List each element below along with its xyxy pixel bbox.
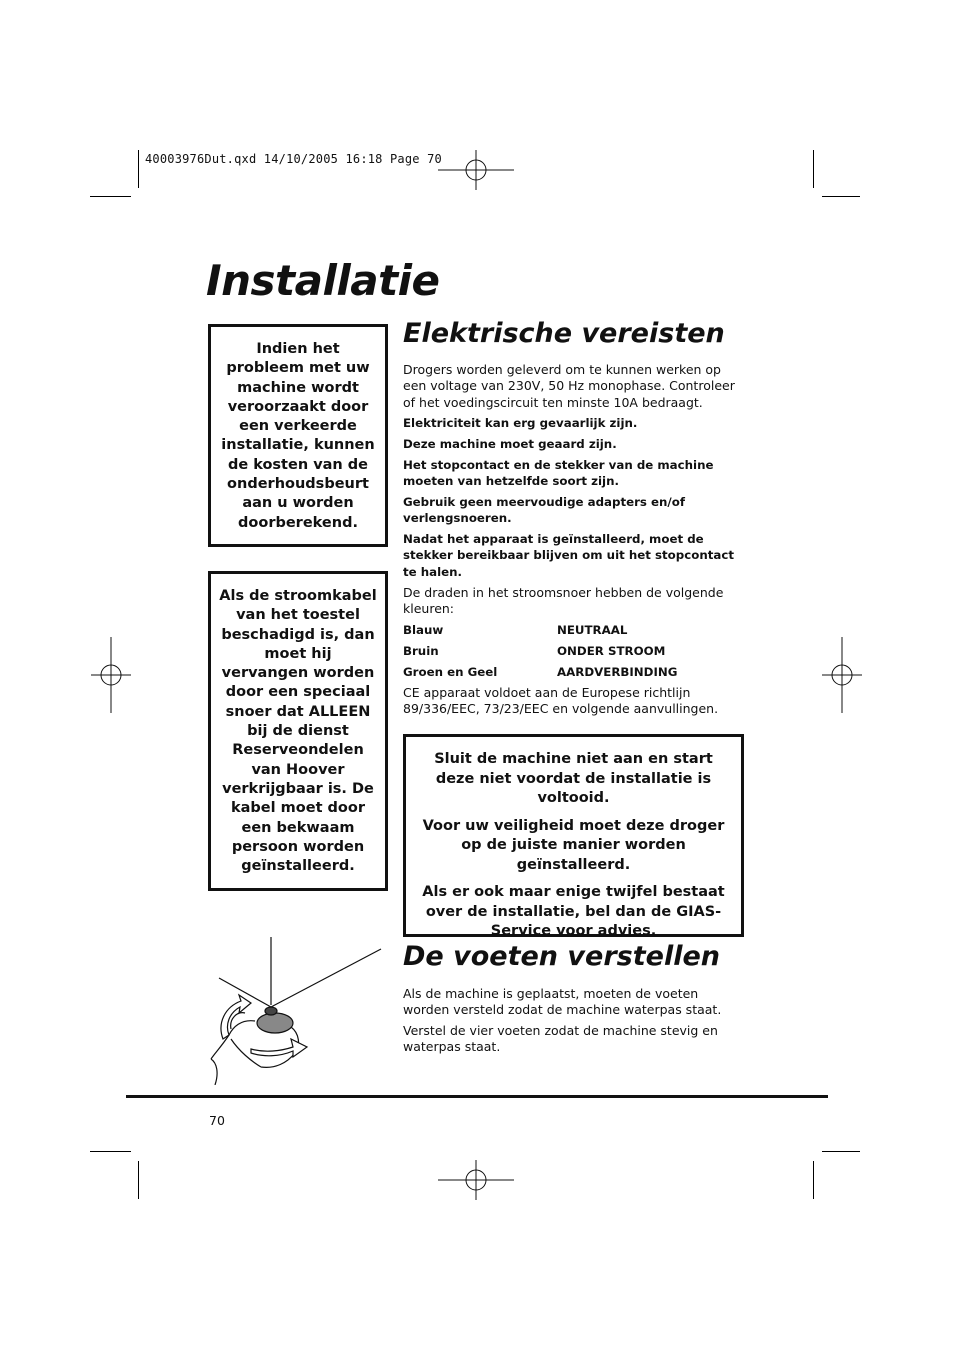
feet-instructions (403, 986, 745, 1060)
warning-box-power-cable (208, 571, 388, 891)
wire-meaning: ONDER STROOM (557, 643, 666, 658)
page-title: Installatie (206, 256, 440, 305)
warning-box-installation-cost (208, 324, 388, 547)
safety-box (403, 734, 744, 937)
safety-box-text: Voor uw veiligheid moet deze droger op de juiste manier worden geïnstalleerd. (422, 817, 725, 873)
wire-meaning: NEUTRAAL (557, 622, 628, 637)
wires-intro: De draden in het stroomsnoer hebben de volgende kleuren: (403, 584, 724, 616)
section-heading-feet: De voeten verstellen (403, 941, 720, 972)
page-number: 70 (209, 1113, 225, 1128)
feet-paragraph: Als de machine is geplaatst, moeten de voeten worden versteld zodat de machine waterpas staat. (403, 986, 722, 1018)
warning-box-text: Als de stroomkabel van het toestel beschadigd is, dan moet hij vervangen worden door een speciaal snoer dat ALLEEN bij de dienst Reserveondelen van Hoover verkrijgbaar is. De kabel moet door een bekwaam persoon worden geïnstalleerd. (219, 588, 377, 875)
wire-row (403, 664, 745, 680)
print-slug: 40003976Dut.qxd 14/10/2005 16:18 Page 70 (145, 152, 442, 166)
electrical-requirements (403, 362, 745, 722)
wire-row (403, 622, 745, 638)
warning-line: Het stopcontact en de stekker van de machine moeten van hetzelfde soort zijn. (403, 457, 714, 489)
safety-box-text: Als er ook maar enige twijfel bestaat over de installatie, bel dan de GIAS-Service voor advies. (422, 884, 725, 939)
wire-color: Groen en Geel (403, 664, 498, 679)
warning-box-text: Indien het probleem met uw machine wordt veroorzaakt door een verkeerde installatie, kunnen de kosten van de onderhoudsbeurt aan u worden doorberekend. (221, 341, 375, 531)
warning-line: Elektriciteit kan erg gevaarlijk zijn. (403, 416, 638, 431)
section-heading-electrical: Elektrische vereisten (403, 318, 725, 349)
footer-rule (126, 1095, 828, 1098)
wire-row (403, 643, 745, 659)
warning-line: Nadat het apparaat is geïnstalleerd, moet de stekker bereikbaar blijven om uit het stopcontact te halen. (403, 532, 734, 579)
wire-meaning: AARDVERBINDING (557, 664, 678, 679)
feet-paragraph: Verstel de vier voeten zodat de machine stevig en waterpas staat. (403, 1023, 718, 1055)
electrical-intro: Drogers worden geleverd om te kunnen werken op een voltage van 230V, 50 Hz monophase. Controleer of het voedingscircuit ten minste 10A bedraagt. (403, 362, 735, 410)
wire-color: Blauw (403, 622, 444, 637)
safety-box-text: Sluit de machine niet aan en start deze niet voordat de installatie is voltooid. (434, 751, 713, 806)
foot-adjust-illustration (205, 935, 385, 1085)
ce-note: CE apparaat voldoet aan de Europese richtlijn 89/336/EEC, 73/23/EEC en volgende aanvullingen. (403, 684, 719, 717)
warning-line: Gebruik geen meervoudige adapters en/of verlengsnoeren. (403, 495, 685, 526)
warning-line: Deze machine moet geaard zijn. (403, 437, 617, 452)
wire-color: Bruin (403, 643, 439, 658)
